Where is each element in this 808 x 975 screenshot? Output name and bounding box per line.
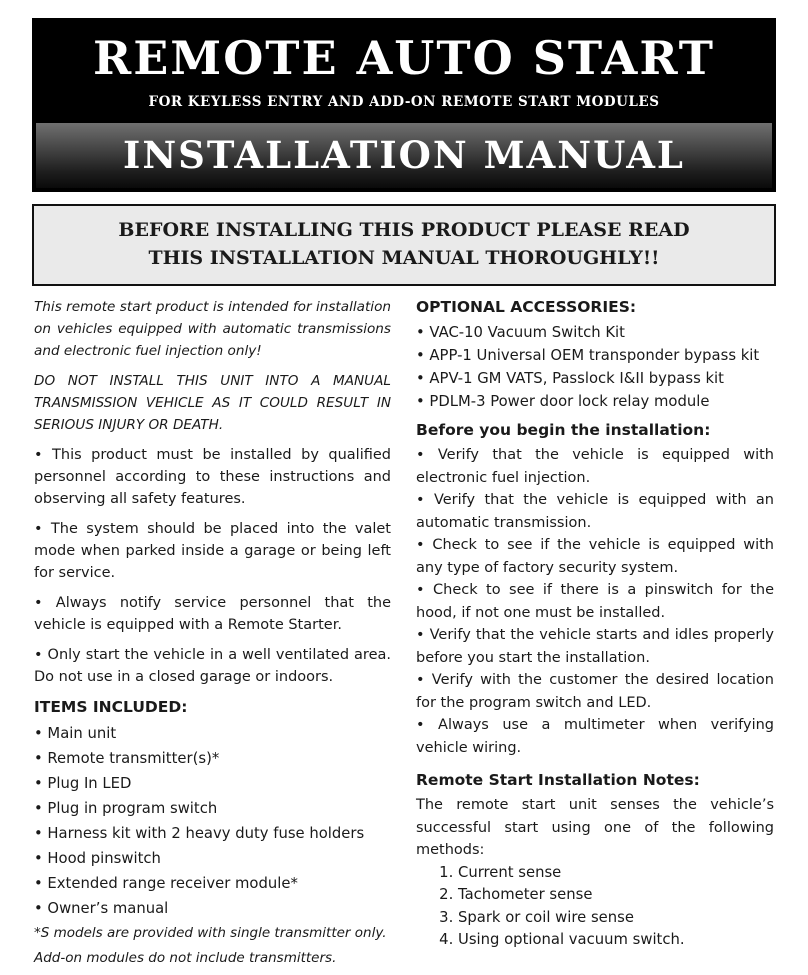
items-included-heading: ITEMS INCLUDED: (34, 698, 188, 716)
notice-line-2: THIS INSTALLATION MANUAL THOROUGHLY!! (148, 247, 660, 269)
safety-bullet: • Always notify service personnel that the vehicle is equipped with a Remote Starter. (34, 595, 391, 633)
manual-title: INSTALLATION MANUAL (123, 133, 685, 177)
document-subtitle: FOR KEYLESS ENTRY AND ADD-ON REMOTE START MODULES (148, 94, 660, 110)
list-item: • Hood pinswitch (34, 850, 161, 867)
safety-bullet: • This product must be installed by qualified personnel according to these instructions and observing all safety features. (34, 447, 391, 507)
sense-methods-list (416, 862, 774, 952)
list-item: 4. Using optional vacuum switch. (458, 929, 774, 952)
notice-line-1: BEFORE INSTALLING THIS PRODUCT PLEASE READ (118, 219, 690, 241)
right-column (416, 296, 774, 952)
checklist-item: • Check to see if the vehicle is equipped with any type of factory security system. (416, 537, 774, 576)
manual-title-bar (36, 123, 772, 188)
header-banner (32, 18, 776, 192)
footnote-transmitter: *S models are provided with single transmitter only. (34, 925, 387, 941)
checklist-item: • Always use a multimeter when verifying vehicle wiring. (416, 717, 774, 756)
list-item: 1. Current sense (458, 862, 774, 885)
list-item: • Owner’s manual (34, 900, 169, 917)
list-item: • Harness kit with 2 heavy duty fuse holders (34, 825, 365, 842)
list-item: • Remote transmitter(s)* (34, 750, 220, 767)
read-notice-box (32, 204, 776, 286)
list-item: 2. Tachometer sense (458, 884, 774, 907)
list-item: • Plug in program switch (34, 800, 218, 817)
installation-notes-heading: Remote Start Installation Notes: (416, 771, 700, 789)
list-item: • APP-1 Universal OEM transponder bypass kit (416, 347, 760, 364)
list-item: • Plug In LED (34, 775, 132, 792)
checklist-item: • Verify that the vehicle is equipped with electronic fuel injection. (416, 447, 774, 486)
list-item: • PDLM-3 Power door lock relay module (416, 393, 710, 410)
optional-accessories-heading: OPTIONAL ACCESSORIES: (416, 298, 637, 316)
document-title: REMOTE AUTO START (93, 31, 715, 85)
list-item: 3. Spark or coil wire sense (458, 907, 774, 930)
list-item: • Main unit (34, 725, 117, 742)
left-column (34, 296, 391, 971)
checklist-item: • Verify that the vehicle is equipped with an automatic transmission. (416, 492, 774, 531)
intro-note: This remote start product is intended for installation on vehicles equipped with automatic transmissions and electronic fuel injection only! (34, 299, 391, 359)
checklist-item: • Verify that the vehicle starts and idles properly before you start the installation. (416, 627, 774, 666)
list-item: • VAC-10 Vacuum Switch Kit (416, 324, 625, 341)
safety-bullet: • The system should be placed into the valet mode when parked inside a garage or being left for service. (34, 521, 391, 581)
safety-bullet: • Only start the vehicle in a well ventilated area. Do not use in a closed garage or indoors. (34, 647, 391, 685)
accessories-list (416, 321, 774, 413)
warning-note: DO NOT INSTALL THIS UNIT INTO A MANUAL TRANSMISSION VEHICLE AS IT COULD RESULT IN SERIOUS INJURY OR DEATH. (34, 373, 391, 433)
list-item: • Extended range receiver module* (34, 875, 298, 892)
installation-notes-text: The remote start unit senses the vehicle’s successful start using one of the following methods: (416, 797, 774, 858)
items-included-list (34, 721, 391, 921)
checklist-item: • Verify with the customer the desired location for the program switch and LED. (416, 672, 774, 711)
footnote-addon: Add-on modules do not include transmitters. (34, 950, 337, 966)
list-item: • APV-1 GM VATS, Passlock I&II bypass kit (416, 370, 724, 387)
before-you-begin-heading: Before you begin the installation: (416, 421, 711, 439)
checklist-item: • Check to see if there is a pinswitch for the hood, if not one must be installed. (416, 582, 774, 621)
